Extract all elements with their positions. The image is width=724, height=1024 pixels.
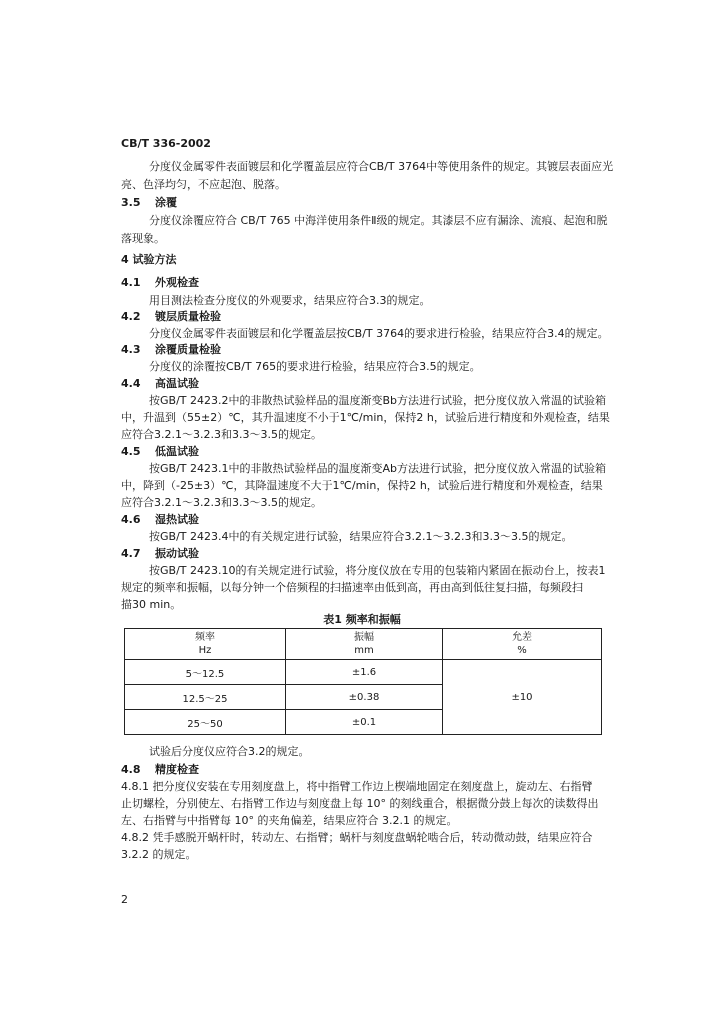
section-number: 4.4	[121, 377, 141, 390]
paragraph-line: 中，降到（-25±3）℃，其降温速度不大于1℃/min，保持2 h，试验后进行精度和外观检查，结果	[121, 479, 603, 492]
standard-number: CB/T 336-2002	[121, 137, 211, 150]
section-number: 4.1	[121, 276, 141, 289]
paragraph-line: 描30 min。	[121, 598, 182, 611]
section-title: 低温试验	[155, 445, 199, 458]
section-heading-4-1	[121, 276, 199, 290]
paragraph-line: 分度仪的涂覆按CB/T 765的要求进行检验，结果应符合3.5的规定。	[149, 360, 481, 373]
cell-amplitude: ±1.6	[286, 660, 443, 685]
section-heading-3-5	[121, 196, 177, 210]
header-tolerance: 允差 %	[443, 629, 602, 660]
paragraph-line: 按GB/T 2423.2中的非散热试验样品的温度渐变Bb方法进行试验，把分度仪放入常温的试验箱	[149, 394, 607, 407]
section-heading-4-5	[121, 445, 199, 459]
paragraph-line: 中，升温到（55±2）℃，其升温速度不小于1℃/min，保持2 h，试验后进行精度和外观检查，结果	[121, 411, 610, 424]
section-number: 4.8	[121, 763, 141, 776]
cell-amplitude: ±0.1	[286, 710, 443, 735]
frequency-amplitude-table	[124, 628, 602, 735]
section-heading-4-7	[121, 547, 199, 561]
paragraph-line: 规定的频率和振幅，以每分钟一个倍频程的扫描速率由低到高，再由高到低往复扫描，每频段扫	[121, 581, 583, 594]
section-number: 3.5	[121, 196, 141, 209]
section-title: 振动试验	[155, 547, 199, 560]
paragraph-line: 止切螺栓，分别使左、右指臂工作边与刻度盘上每 10° 的刻线重合，根据微分鼓上每次的读数得出	[121, 797, 599, 810]
header-frequency: 频率 Hz	[125, 629, 286, 660]
paragraph-line: 按GB/T 2423.4中的有关规定进行试验，结果应符合3.2.1～3.2.3和3.3～3.5的规定。	[149, 530, 573, 543]
header-amplitude: 振幅 mm	[286, 629, 443, 660]
section-title: 精度检查	[155, 763, 199, 776]
section-title: 涂覆	[155, 196, 177, 209]
paragraph-line: 左、右指臂与中指臂每 10° 的夹角偏差，结果应符合 3.2.1 的规定。	[121, 814, 458, 827]
cell-tolerance: ±10	[443, 660, 602, 735]
paragraph-line: 4.8.2 凭手感脱开蜗杆时，转动左、右指臂；蜗杆与刻度盘蜗轮啮合后，转动微动鼓，结果应符合	[121, 831, 593, 844]
table-row	[125, 660, 602, 685]
section-title: 镀层质量检验	[155, 310, 221, 323]
section-number: 4.2	[121, 310, 141, 323]
paragraph-line: 按GB/T 2423.10的有关规定进行试验，将分度仪放在专用的包装箱内紧固在振动台上，按表1	[149, 564, 606, 577]
paragraph-line: 落现象。	[121, 232, 165, 245]
section-heading-4: 4 试验方法	[121, 253, 177, 266]
table-caption: 表1 频率和振幅	[323, 613, 401, 626]
paragraph-line: 按GB/T 2423.1中的非散热试验样品的温度渐变Ab方法进行试验，把分度仪放入常温的试验箱	[149, 462, 606, 475]
paragraph-line: 分度仪金属零件表面镀层和化学覆盖层按CB/T 3764的要求进行检验，结果应符合3.4的规定。	[149, 327, 609, 340]
paragraph-line: 3.2.2 的规定。	[121, 848, 197, 861]
paragraph-line: 分度仪涂覆应符合 CB/T 765 中海洋使用条件Ⅱ级的规定。其漆层不应有漏涂、流痕、起泡和脱	[149, 214, 608, 227]
page-number: 2	[121, 893, 128, 906]
section-heading-4-2	[121, 310, 221, 324]
cell-amplitude: ±0.38	[286, 685, 443, 710]
section-title: 高温试验	[155, 377, 199, 390]
section-number: 4.3	[121, 343, 141, 356]
section-heading-4-8	[121, 763, 199, 777]
paragraph-line: 用目测法检查分度仪的外观要求，结果应符合3.3的规定。	[149, 294, 431, 307]
cell-frequency: 12.5～25	[125, 685, 286, 710]
section-heading-4-3	[121, 343, 221, 357]
cell-frequency: 5～12.5	[125, 660, 286, 685]
section-heading-4-4	[121, 377, 199, 391]
paragraph-line: 4.8.1 把分度仪安装在专用刻度盘上，将中指臂工作边上楔端地固定在刻度盘上，旋动左、右指臂	[121, 780, 593, 793]
paragraph-line: 应符合3.2.1～3.2.3和3.3～3.5的规定。	[121, 496, 322, 509]
section-number: 4.5	[121, 445, 141, 458]
paragraph-line: 应符合3.2.1～3.2.3和3.3～3.5的规定。	[121, 428, 322, 441]
cell-frequency: 25～50	[125, 710, 286, 735]
table-header-row	[125, 629, 602, 660]
section-title: 湿热试验	[155, 513, 199, 526]
paragraph-line: 试验后分度仪应符合3.2的规定。	[149, 745, 310, 758]
paragraph-line: 分度仪金属零件表面镀层和化学覆盖层应符合CB/T 3764中等使用条件的规定。其镀层表面应光	[149, 160, 614, 173]
section-title: 外观检查	[155, 276, 199, 289]
section-number: 4.6	[121, 513, 141, 526]
paragraph-line: 亮、色泽均匀，不应起泡、脱落。	[121, 178, 286, 191]
section-heading-4-6	[121, 513, 199, 527]
section-number: 4.7	[121, 547, 141, 560]
section-title: 涂覆质量检验	[155, 343, 221, 356]
